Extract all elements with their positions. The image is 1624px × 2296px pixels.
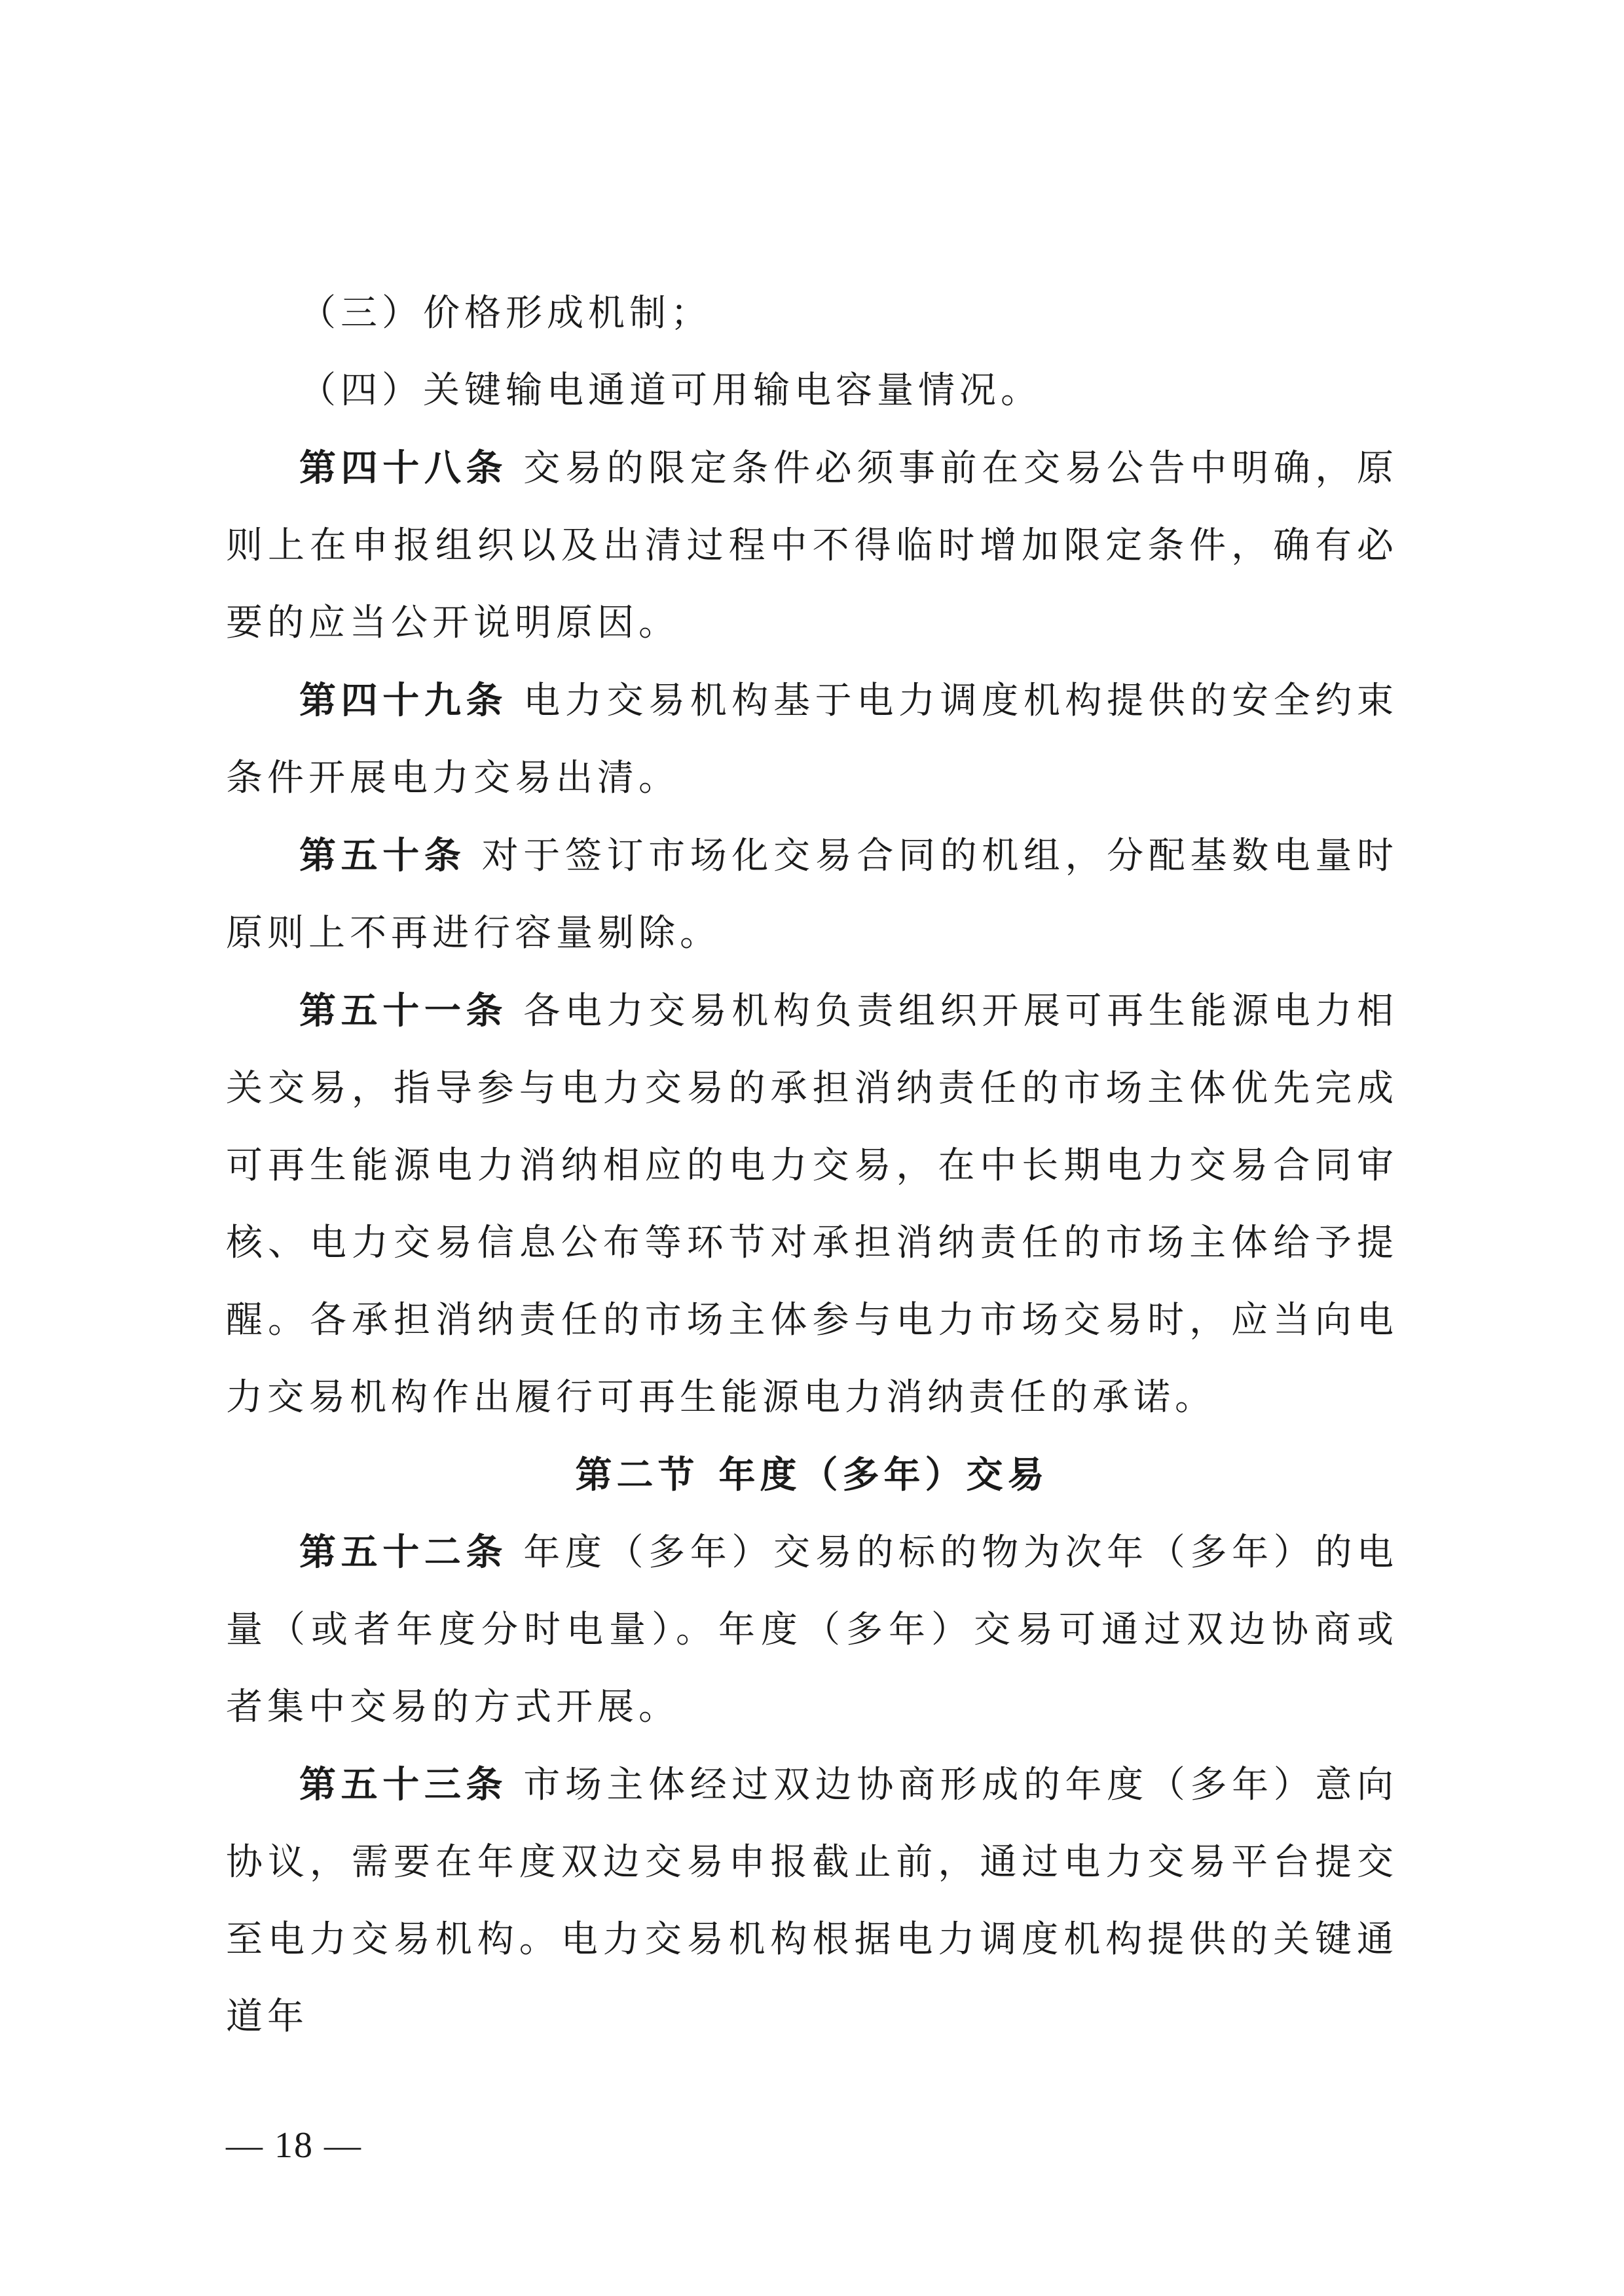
article-text: 交易的限定条件必须事前在交易公告中明确，原则上在申报组织以及出清过程中不得临时增加限定条件，确有必要的应当公开说明原因。 [226, 447, 1399, 644]
clause-3 [226, 275, 1398, 352]
article-51 [226, 972, 1398, 1436]
article-label: 第五十二条 [299, 1531, 508, 1574]
article-50 [226, 817, 1398, 972]
article-label: 第五十三条 [299, 1763, 508, 1806]
article-label: 第四十八条 [299, 446, 508, 490]
clause-text: （三）价格形成机制； [299, 292, 712, 335]
section-heading [226, 1436, 1398, 1514]
page-number: — 18 — [226, 2125, 362, 2166]
section-title: 年度（多年）交易 [718, 1453, 1049, 1497]
article-52 [226, 1514, 1398, 1746]
article-49 [226, 662, 1398, 817]
article-48 [226, 429, 1398, 662]
article-text: 对于签订市场化交易合同的机组，分配基数电量时原则上不再进行容量剔除。 [226, 835, 1399, 955]
article-label: 第五十一条 [299, 989, 508, 1032]
section-label: 第二节 [575, 1453, 699, 1497]
article-53 [226, 1746, 1398, 2056]
article-text: 各电力交易机构负责组织开展可再生能源电力相关交易，指导参与电力交易的承担消纳责任的市场主体优先完成可再生能源电力消纳相应的电力交易，在中长期电力交易合同审核、电力交易信息公布等环节对承担消纳责任的市场主体给予提醒。各承担消纳责任的市场主体参与电力市场交易时，应当向电力交易机构作出履行可再生能源电力消纳责任的承诺。 [226, 990, 1399, 1419]
clause-4 [226, 352, 1398, 429]
article-text: 年度（多年）交易的标的物为次年（多年）的电量（或者年度分时电量）。年度（多年）交易可通过双边协商或者集中交易的方式开展。 [226, 1531, 1399, 1728]
document-body [226, 275, 1398, 2056]
article-text: 市场主体经过双边协商形成的年度（多年）意向协议，需要在年度双边交易申报截止前，通过电力交易平台提交至电力交易机构。电力交易机构根据电力调度机构提供的关键通道年 [226, 1764, 1399, 2038]
article-label: 第五十条 [299, 834, 466, 877]
article-label: 第四十九条 [299, 679, 508, 722]
article-text: 电力交易机构基于电力调度机构提供的安全约束条件开展电力交易出清。 [226, 680, 1399, 799]
clause-text: （四）关键输电通道可用输电容量情况。 [299, 369, 1042, 412]
